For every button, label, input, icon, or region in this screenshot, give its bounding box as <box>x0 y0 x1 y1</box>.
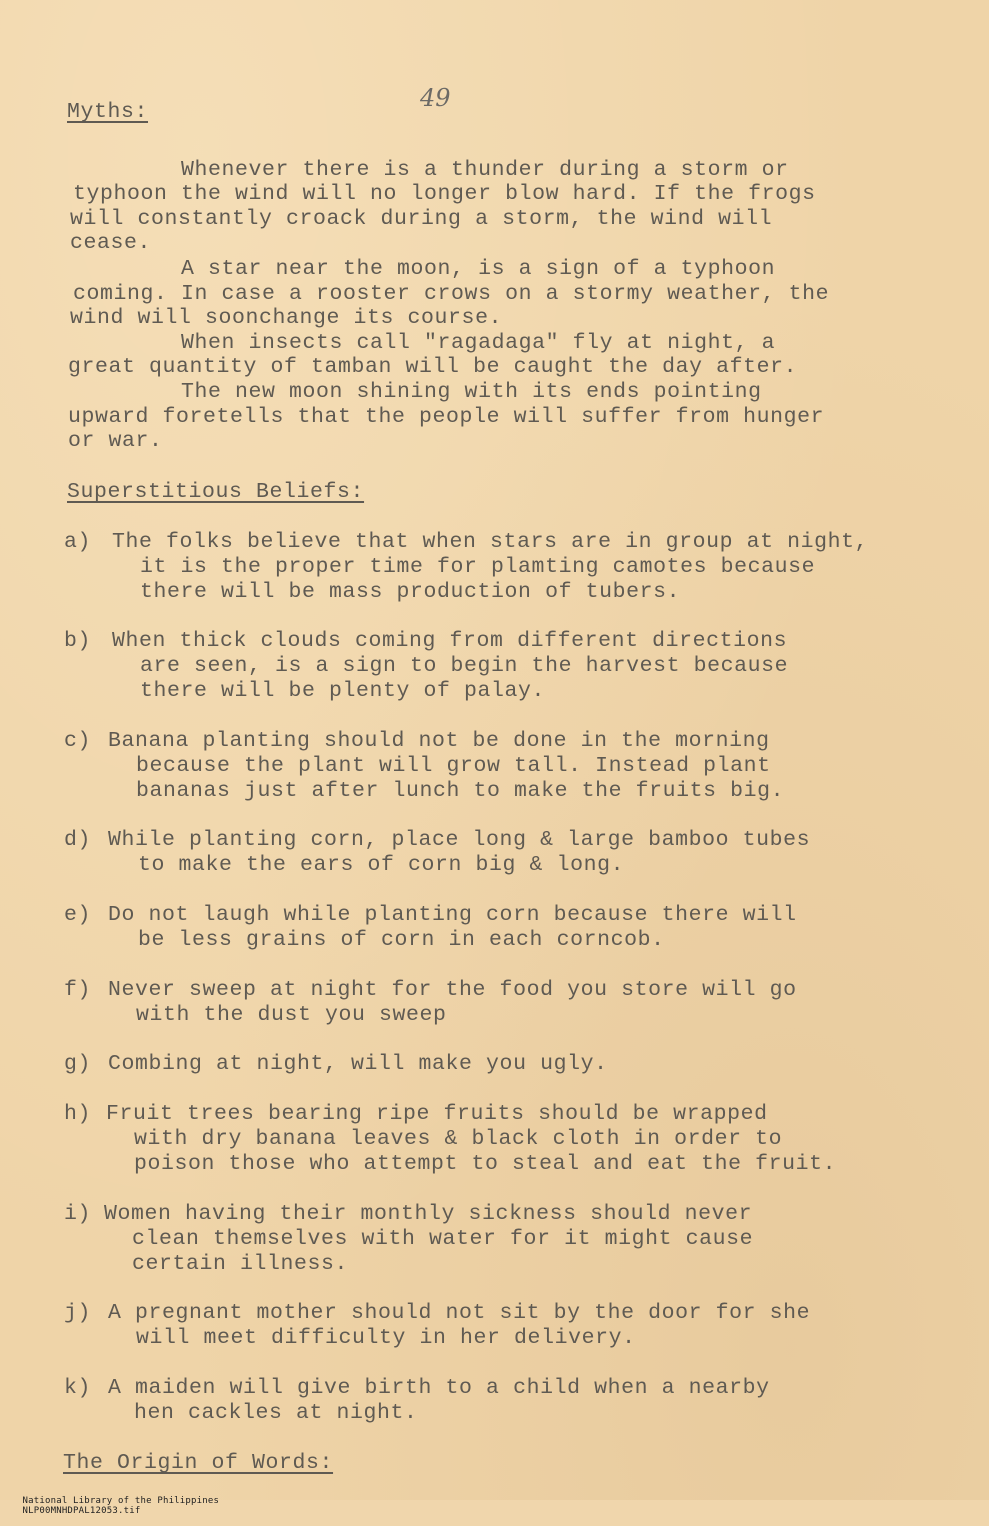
item-line: When thick clouds coming from different directions <box>112 629 788 653</box>
item-label: c) <box>64 729 92 753</box>
item-line: will meet difficulty in her delivery. <box>136 1326 636 1350</box>
item-label: g) <box>64 1052 92 1076</box>
item-line: with dry banana leaves & black cloth in order to <box>134 1127 783 1151</box>
item-line: it is the proper time for plamting camotes because <box>140 555 816 579</box>
item-line: Do not laugh while planting corn because there will <box>108 903 797 927</box>
item-label: b) <box>64 629 92 653</box>
item-line: be less grains of corn in each corncob. <box>138 928 665 952</box>
item-label: d) <box>64 828 92 852</box>
item-line: clean themselves with water for it might cause <box>132 1227 754 1251</box>
item-line: Never sweep at night for the food you store will go <box>108 978 797 1002</box>
myths-line: cease. <box>70 231 152 255</box>
item-line: because the plant will grow tall. Instead plant <box>136 754 771 778</box>
item-label: f) <box>64 978 92 1002</box>
item-line: hen cackles at night. <box>134 1401 418 1425</box>
item-line: certain illness. <box>132 1252 349 1276</box>
item-line: The folks believe that when stars are in group at night, <box>112 530 869 554</box>
origin-of-words-heading: The Origin of Words: <box>63 1451 334 1475</box>
item-line: A pregnant mother should not sit by the door for she <box>108 1301 811 1325</box>
myths-heading: Myths: <box>67 100 149 124</box>
footer-file: NLP00MNHDPAL12053.tif <box>22 1506 141 1516</box>
footer-library: National Library of the Philippines <box>22 1496 220 1506</box>
page-number: 49 <box>420 84 451 112</box>
item-line: Combing at night, will make you ugly. <box>108 1052 608 1076</box>
myths-line: typhoon the wind will no longer blow hard. If the frogs <box>73 182 816 206</box>
item-label: j) <box>64 1301 92 1325</box>
item-line: While planting corn, place long & large bamboo tubes <box>108 828 811 852</box>
item-line: with the dust you sweep <box>136 1003 447 1027</box>
myths-line: The new moon shining with its ends pointing <box>73 380 762 404</box>
myths-line: wind will soonchange its course. <box>70 306 503 330</box>
item-line: there will be plenty of palay. <box>140 679 546 703</box>
item-line: are seen, is a sign to begin the harvest because <box>140 654 789 678</box>
item-label: k) <box>64 1376 92 1400</box>
myths-line: coming. In case a rooster crows on a stormy weather, the <box>73 282 830 306</box>
scan-footer <box>0 1486 241 1526</box>
myths-line: A star near the moon, is a sign of a typhoon <box>73 257 776 281</box>
item-label: i) <box>64 1202 92 1226</box>
item-line: bananas just after lunch to make the fruits big. <box>136 779 785 803</box>
myths-line: When insects call "ragadaga" fly at night, a <box>73 331 776 355</box>
item-line: Fruit trees bearing ripe fruits should be wrapped <box>106 1102 768 1126</box>
item-line: Women having their monthly sickness should never <box>104 1202 753 1226</box>
myths-line: will constantly croack during a storm, the wind will <box>70 207 773 231</box>
item-label: a) <box>64 530 92 554</box>
item-line: poison those who attempt to steal and eat the fruit. <box>134 1152 837 1176</box>
item-line: Banana planting should not be done in the morning <box>108 729 770 753</box>
item-line: A maiden will give birth to a child when a nearby <box>108 1376 770 1400</box>
superstitious-beliefs-heading: Superstitious Beliefs: <box>67 480 365 504</box>
myths-line: great quantity of tamban will be caught the day after. <box>68 355 798 379</box>
myths-line: upward foretells that the people will suffer from hunger <box>68 405 825 429</box>
item-line: to make the ears of corn big & long. <box>138 853 625 877</box>
item-label: e) <box>64 903 92 927</box>
myths-line: or war. <box>68 429 163 453</box>
item-label: h) <box>64 1102 92 1126</box>
myths-line: Whenever there is a thunder during a storm or <box>73 158 789 182</box>
item-line: there will be mass production of tubers. <box>140 580 681 604</box>
